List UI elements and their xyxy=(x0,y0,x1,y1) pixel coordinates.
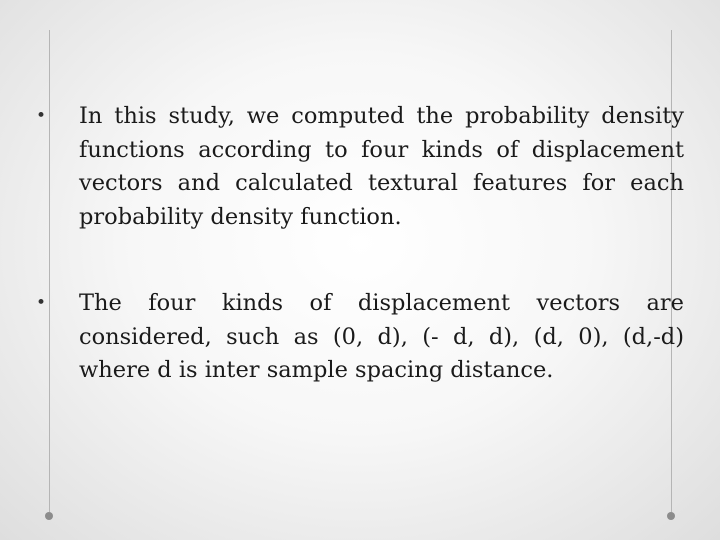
bullet-item-probability-density xyxy=(36,100,684,234)
bullet-icon: • xyxy=(36,293,47,313)
bullet-text: In this study, we computed the probability density functions according to four kinds of displacement vectors and calculated textural features for each probability density function. xyxy=(79,103,684,230)
bullet-item-displacement-vectors xyxy=(36,287,684,388)
bullet-list xyxy=(36,100,684,388)
left-frame-dot xyxy=(45,512,53,520)
right-frame-dot xyxy=(667,512,675,520)
bullet-icon: • xyxy=(36,106,47,126)
bullet-text: The four kinds of displacement vectors are considered, such as (0, d), (- d, d), (d, 0), (d,-d) where d is inter sample spacing distance. xyxy=(79,290,684,383)
